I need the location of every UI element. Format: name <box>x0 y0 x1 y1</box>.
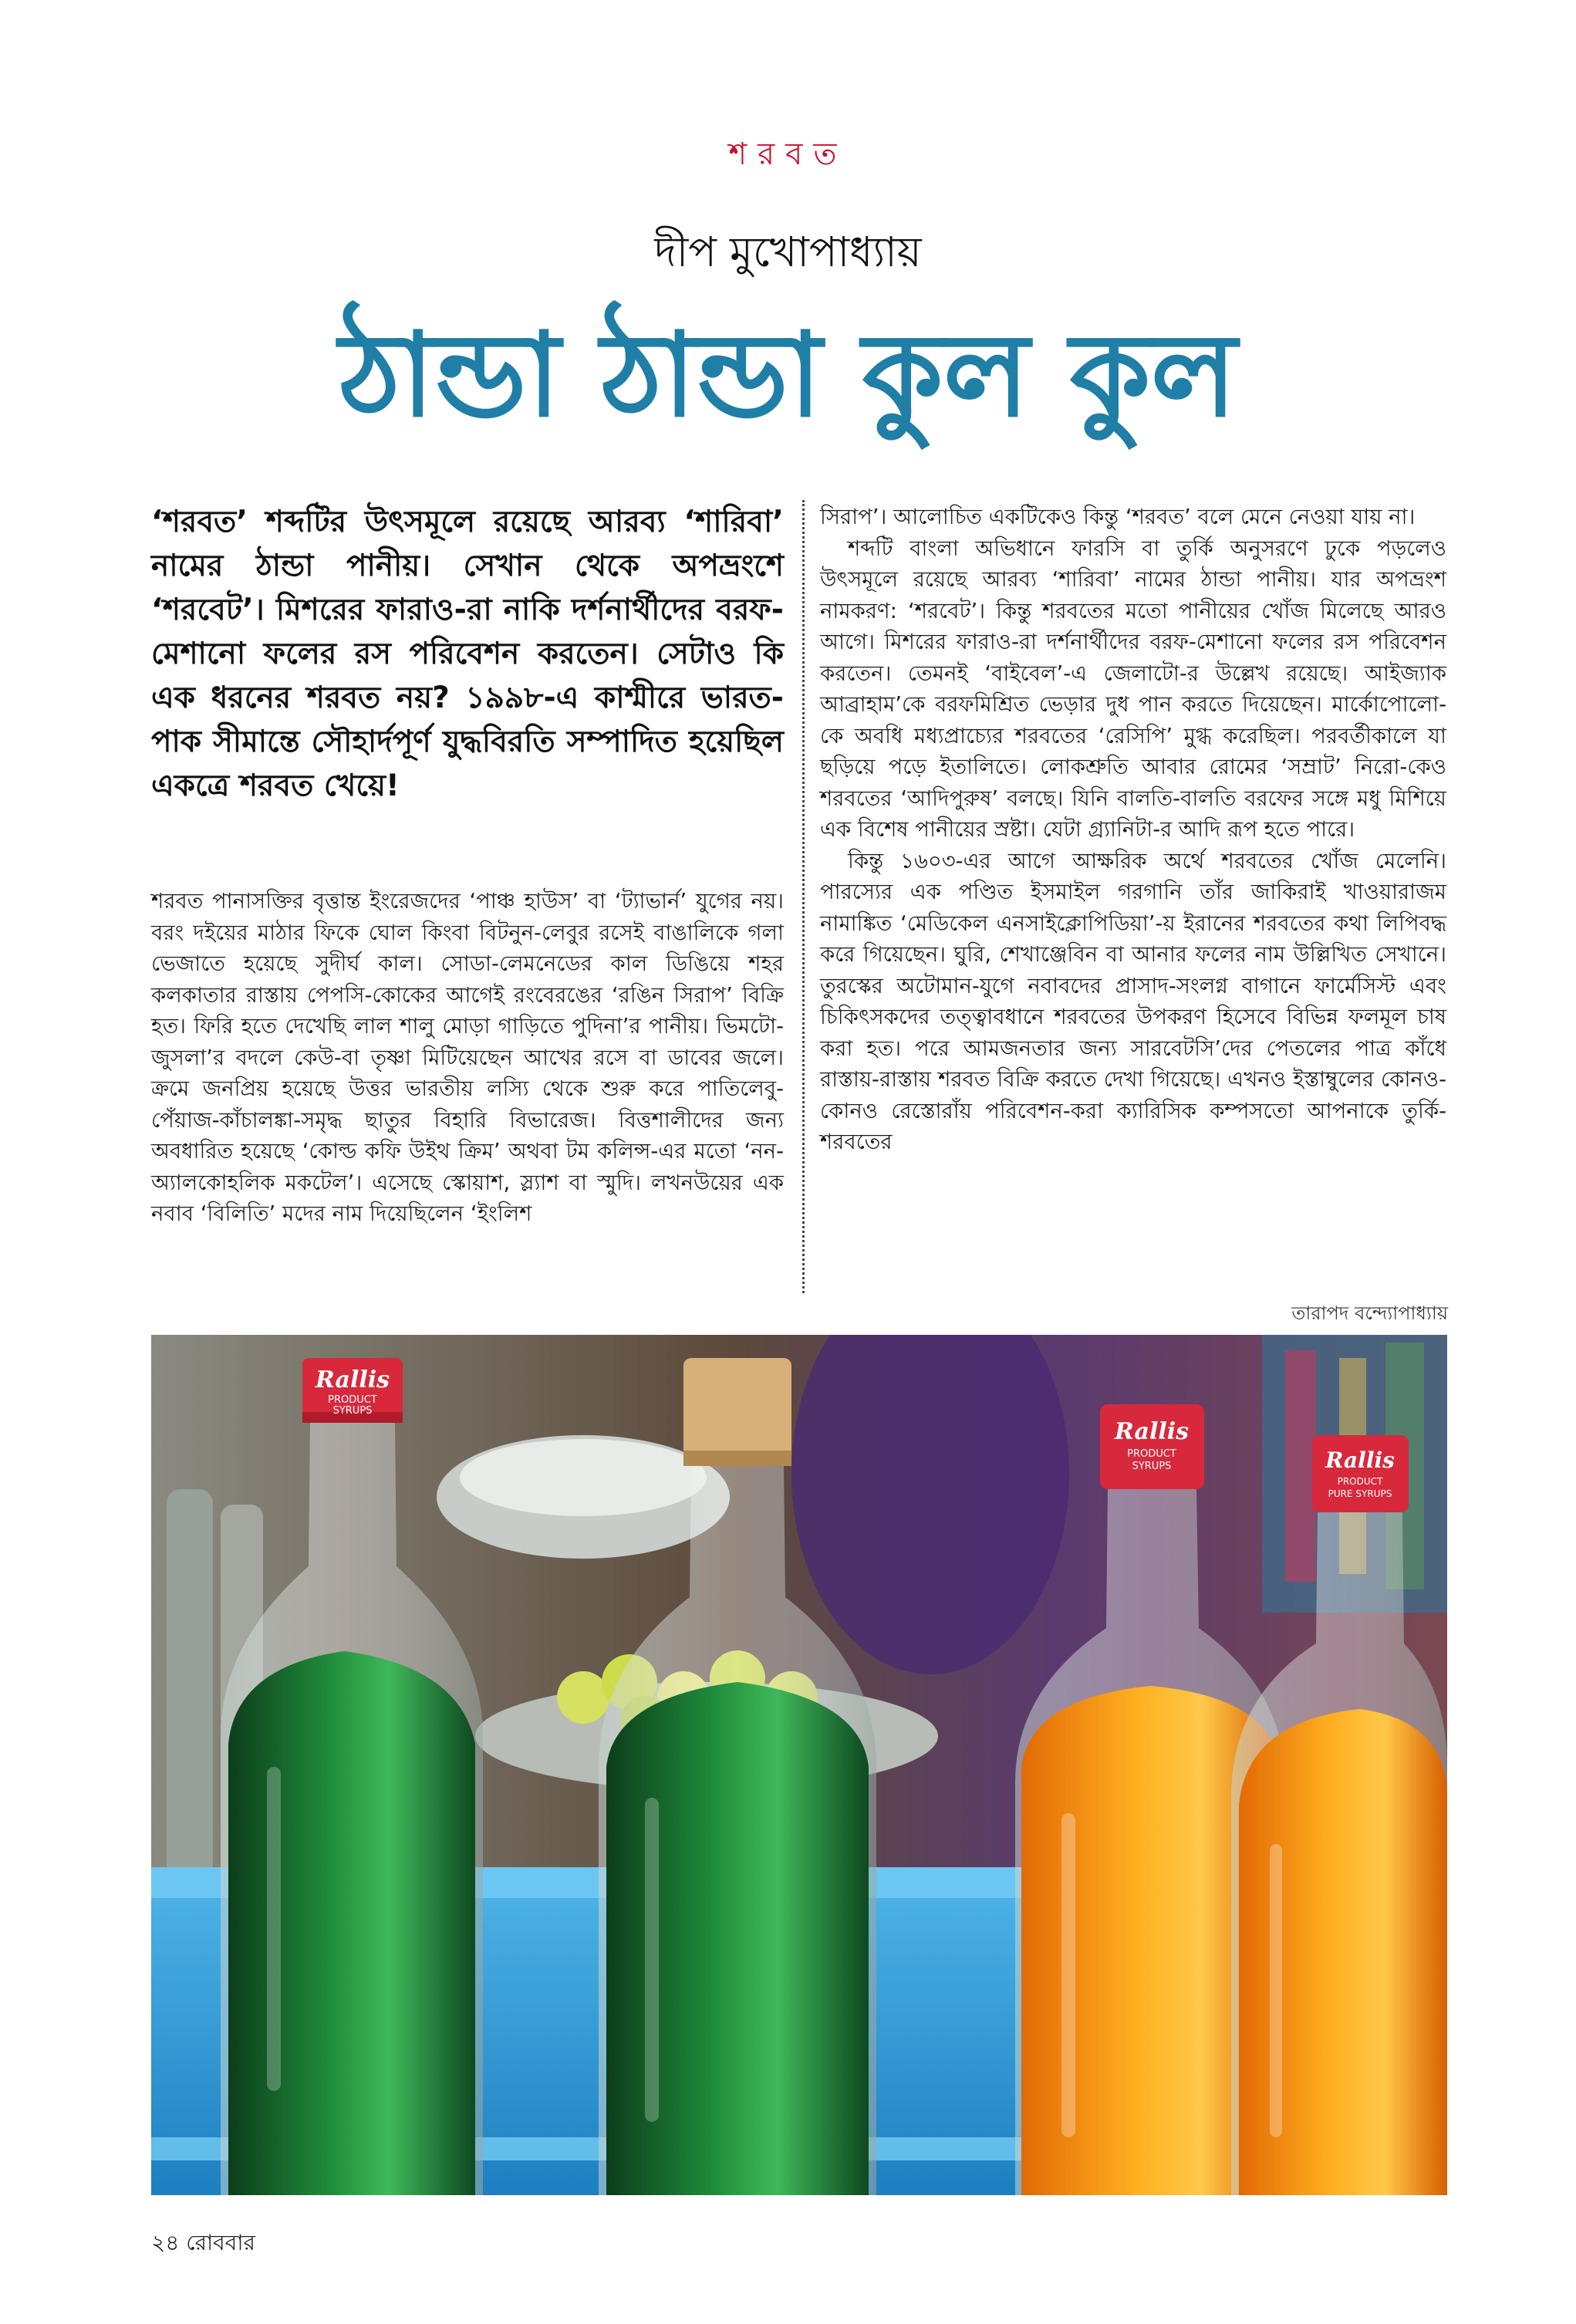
bottle-1-label-line-2: PRODUCT <box>328 1394 377 1406</box>
intro-paragraph: ‘শরবত’ শব্দটির উৎসমূলে রয়েছে আরব্য ‘শারিবা’ নামের ঠান্ডা পানীয়। সেখান থেকে অপভ্রংশে ‘শরবেট’। মিশরের ফারাও-রা নাকি দর্শনার্থীদের বরফ-মেশানো ফলের রস পরিবেশন করতেন। সেটাও কি এক ধরনের শরবত নয়? ১৯৯৮-এ কাশ্মীরে ভারত-পাক সীমান্তে সৌহার্দপূর্ণ যুদ্ধবিরতি সম্পাদিত হয়েছিল একত্রে শরবত খেয়ে! <box>151 505 784 803</box>
right-column <box>820 502 1446 1158</box>
right-paragraph-1: সিরাপ’। আলোচিত একটিকেও কিন্তু ‘শরবত’ বলে মেনে নেওয়া যায় না। <box>820 505 1416 529</box>
right-paragraph-3: কিন্তু ১৬০৩-এর আগে আক্ষরিক অর্থে শরবতের খোঁজ মেলেনি। পারস্যের এক পণ্ডিত ইসমাইল গরগানি তাঁর জাকিরাই খাওয়ারাজম নামাঙ্কিত ‘মেডিকেল এনসাইক্লোপিডিয়া’-য় ইরানের শরবতের কথা লিপিবদ্ধ করে গিয়েছেন। ঘুরি, শেখাঞ্জেবিন বা আনার ফলের নাম উল্লিখিত সেখানে। তুরস্কের অটোমান-যুগে নবাবদের প্রাসাদ-সংলগ্ন বাগানে ফার্মেসিস্ট এবং চিকিৎসকদের তত্ত্বাবধানে শরবতের উপকরণ হিসেবে বিভিন্ন ফলমূল চাষ করা হত। পরে আমজনতার জন্য সারবেটসি’দের পেতলের পাত্র কাঁধে রাস্তায়-রাস্তায় শরবত বিক্রি করতে দেখা গিয়েছে। এখনও ইস্তাম্বুলের কোনও-কোনও রেস্তোরাঁয় পরিবেশন-করা ক্যারিসিক কম্পসতো আপনাকে তুর্কি-শরবতের <box>820 848 1446 1154</box>
column-divider <box>802 500 805 1293</box>
left-column-paragraph: শরবত পানাসক্তির বৃত্তান্ত ইংরেজদের ‘পাঞ্চ হাউস’ বা ‘ট্যাভার্ন’ যুগের নয়। বরং দইয়ের মাঠার ফিকে ঘোল কিংবা বিটনুন-লেবুর রসেই বাঙালিকে গলা ভেজাতে হয়েছে সুদীর্ঘ কাল। সোডা-লেমনেডের কাল ডিঙিয়ে শহর কলকাতার রাস্তায় পেপসি-কোকের আগেই রংবেরঙের ‘রঙিন সিরাপ’ বিক্রি হত। ফিরি হতে দেখেছি লাল শালু মোড়া গাড়িতে পুদিনা’র পানীয়। ভিমটো-জুসলা’র বদলে কেউ-বা তৃষ্ণা মিটিয়েছেন আখের রসে বা ডাবের জলে। ক্রমে জনপ্রিয় হয়েছে উত্তর ভারতীয় লস্যি থেকে শুরু করে পাতিলেবু-পেঁয়াজ-কাঁচালঙ্কা-সমৃদ্ধ ছাতুর বিহারি বিভারেজ। বিত্তশালীদের জন্য অবধারিত হয়েছে ‘কোল্ড কফি উইথ ক্রিম’ অথবা টম কলিন্স-এর মতো ‘নন-অ্যালকোহলিক মকটেল’। এসেছে স্কোয়াশ, স্ল্যাশ বা স্মুদি। লখনউয়ের এক নবাব ‘বিলিতি’ মদের নাম দিয়েছিলেন ‘ইংলিশ <box>151 889 784 1226</box>
bottle-3-label-line-2: PRODUCT <box>1127 1448 1176 1460</box>
page-folio: ২৪ রোববার <box>151 2230 255 2255</box>
bottle-1-brand: Rallis <box>315 1366 390 1393</box>
author-byline: দীপ মুখোপাধ্যায় <box>654 228 922 276</box>
headline: ঠান্ডা ঠান্ডা কুল কুল <box>339 309 1237 443</box>
section-tag: শরবত <box>728 137 848 172</box>
photo-credit: তারাপদ বন্দ্যোপাধ্যায় <box>1291 1302 1448 1324</box>
bottle-4-label-line-3: PURE SYRUPS <box>1328 1488 1392 1499</box>
left-column <box>151 886 784 1230</box>
sherbet-bottles-photo <box>151 1335 1447 2195</box>
right-paragraph-2: শব্দটি বাংলা অভিধানে ফারসি বা তুর্কি অনুসরণে ঢুকে পড়লেও উৎসমূলে রয়েছে আরব্য ‘শারিবা’ নামের ঠান্ডা পানীয়। যার অপভ্রংশ নামকরণ: ‘শরবেট’। কিন্তু শরবতের মতো পানীয়ের খোঁজ মিলেছে আরও আগে। মিশরের ফারাও-রা দর্শনার্থীদের বরফ-মেশানো ফলের রস পরিবেশন করতেন। তেমনই ‘বাইবেল’-এ জেলাটো-র উল্লেখ রয়েছে। আইজ্যাক আব্রাহাম’কে বরফমিশ্রিত ভেড়ার দুধ পান করতে দিয়েছেন। মার্কোপোলো-কে অবধি মধ্যপ্রাচ্যের শরবতের ‘রেসিপি’ মুগ্ধ করেছিল। পরবর্তীকালে যা ছড়িয়ে পড়ে ইতালিতে। লোকশ্রুতি আবার রোমের ‘সম্রাট’ নিরো-কেও শরবতের ‘আদিপুরুষ’ বলছে। যিনি বালতি-বালতি বরফের সঙ্গে মধু মিশিয়ে এক বিশেষ পানীয়ের স্রষ্টা। যেটা গ্র্যানিটা-র আদি রূপ হতে পারে। <box>820 535 1446 842</box>
bottle-1-label-line-3: SYRUPS <box>332 1405 373 1417</box>
bottle-3-brand: Rallis <box>1114 1418 1190 1445</box>
bottle-4-label-line-2: PRODUCT <box>1337 1476 1383 1487</box>
bottle-3-label-line-3: SYRUPS <box>1132 1461 1172 1472</box>
bottle-4-brand: Rallis <box>1325 1447 1395 1473</box>
